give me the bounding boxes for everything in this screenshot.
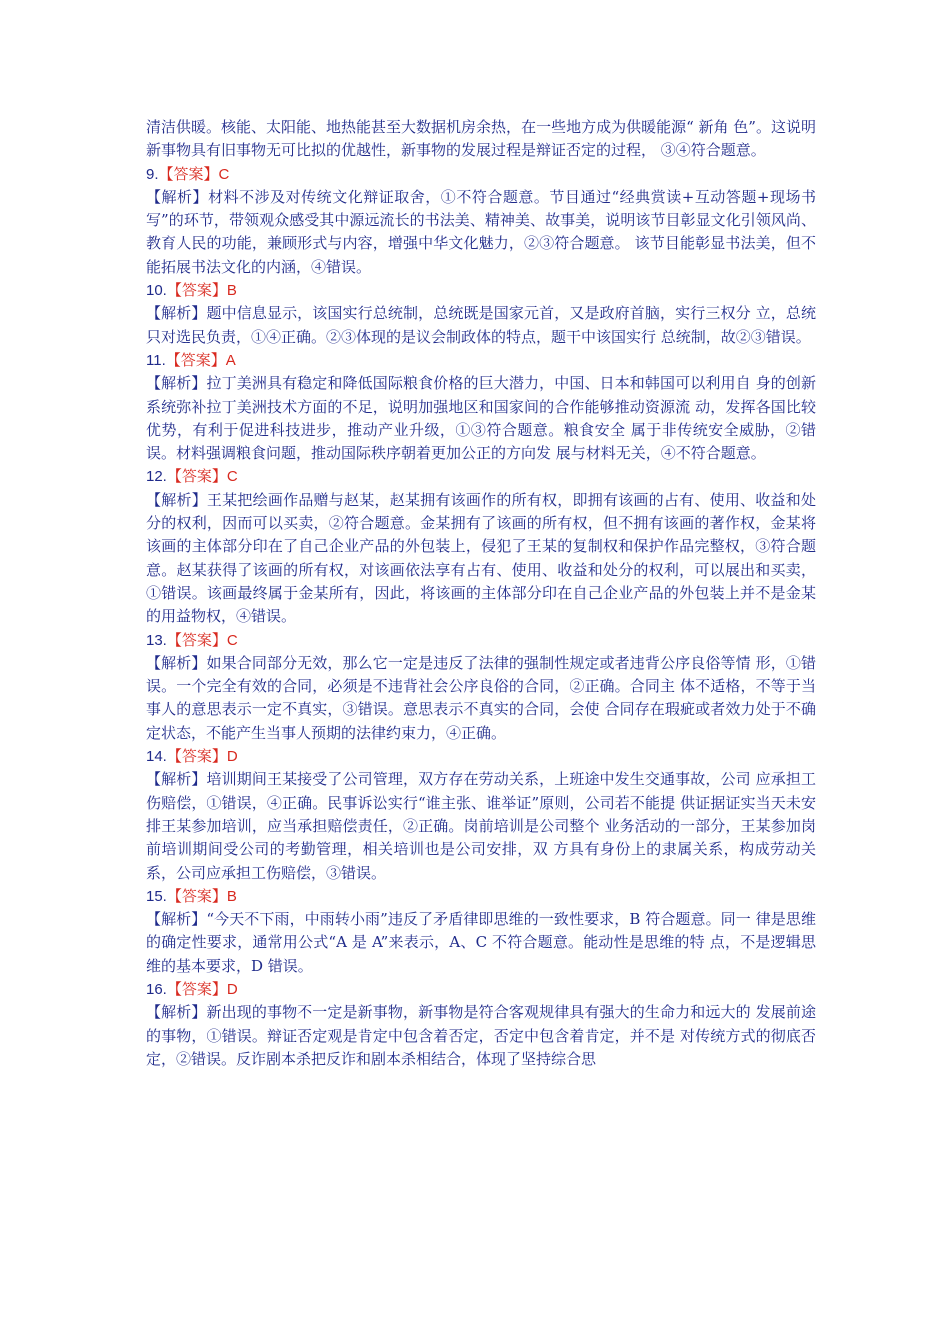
question-number: 16.: [146, 980, 167, 998]
answer-line: [146, 978, 816, 1001]
answer-choice: A: [225, 351, 236, 369]
answer-choice: C: [218, 165, 230, 183]
answer-item: [146, 163, 816, 279]
analysis-paragraph: 【解析】“今天不下雨，中雨转小雨”违反了矛盾律即思维的一致性要求，B 符合题意。同一 律是思维的确定性要求，通常用公式“A 是 A”来表示，A、C 不符合题意。能动性是思维的特 点，不是逻辑思维的基本要求，D 错误。: [146, 910, 816, 975]
answer-choice: D: [226, 748, 238, 766]
answer-choice: C: [226, 631, 238, 649]
answer-item: [146, 978, 816, 1071]
intro-paragraph: 清洁供暖。核能、太阳能、地热能甚至大数据机房余热，在一些地方成为供暖能源“ 新角 色”。这说明新事物具有旧事物无可比拟的优越性，新事物的发展过程是辩证否定的过程， ③④符合题意。: [146, 118, 816, 160]
answer-choice: C: [226, 468, 238, 486]
answer-label: 【答案】: [158, 164, 219, 183]
answer-line: [146, 163, 816, 186]
answer-item: [146, 629, 816, 745]
analysis-paragraph: 【解析】培训期间王某接受了公司管理，双方存在劳动关系，上班途中发生交通事故，公司 应承担工伤赔偿，①错误，④正确。民事诉讼实行“谁主张、谁举证”原则，公司若不能提 供证据证实当天未安排王某参加培训，应当承担赔偿责任，②正确。岗前培训是公司整个 业务活动的一部分，王某参加岗前培训期间受公司的考勤管理，相关培训也是公司安排，双 方具有身份上的隶属关系，构成劳动关系，公司应承担工伤赔偿，③错误。: [146, 770, 816, 882]
answer-label: 【答案】: [166, 281, 227, 300]
answer-items: [146, 163, 816, 1072]
answer-line: [146, 465, 816, 488]
answer-label: 【答案】: [166, 630, 227, 649]
answer-label: 【答案】: [166, 886, 227, 905]
analysis-paragraph: 【解析】如果合同部分无效，那么它一定是违反了法律的强制性规定或者违背公序良俗等情 形，①错误。一个完全有效的合同，必须是不违背社会公序良俗的合同，②正确。合同主 体不适格，不等于当事人的意思表示一定不真实，③错误。意思表示不真实的合同，会使 合同存在瑕疵或者效力处于不确定状态，不能产生当事人预期的法律约束力，④正确。: [146, 653, 816, 742]
question-number: 11.: [146, 351, 166, 369]
answer-item: [146, 465, 816, 628]
analysis-paragraph: 【解析】材料不涉及对传统文化辩证取舍，①不符合题意。节目通过“经典赏读+互动答题+现场书写”的环节，带领观众感受其中源远流长的书法美、精神美、故事美，说明该节目彰显文化引领风尚、教育人民的功能，兼顾形式与内容，增强中华文化魅力，②③符合题意。 该节目能彰显书法美，但不能拓展书法文化的内涵，④错误。: [146, 187, 816, 276]
analysis-paragraph: 【解析】王某把绘画作品赠与赵某，赵某拥有该画作的所有权，即拥有该画的占有、使用、收益和处分的权利，因而可以买卖，②符合题意。金某拥有了该画的所有权，但不拥有该画的著作权，金某将该画的主体部分印在了自己企业产品的外包装上，侵犯了王某的复制权和保护作品完整权，③符合题意。赵某获得了该画的所有权，对该画依法享有占有、使用、收益和处分的权利，可以展出和买卖，①错误。该画最终属于金某所有，因此，将该画的主体部分印在自己企业产品的外包装上并不是金某的用益物权，④错误。: [146, 490, 816, 626]
answer-line: [146, 349, 816, 372]
answer-line: [146, 745, 816, 768]
answer-line: [146, 629, 816, 652]
answer-line: [146, 279, 816, 302]
question-number: 15.: [146, 887, 167, 905]
answer-choice: B: [226, 282, 237, 300]
question-number: 13.: [146, 631, 167, 649]
answer-item: [146, 279, 816, 349]
answer-item: [146, 745, 816, 885]
question-number: 12.: [146, 468, 167, 486]
answer-item: [146, 349, 816, 465]
answer-item: [146, 885, 816, 978]
question-number: 14.: [146, 748, 167, 766]
analysis-paragraph: 【解析】新出现的事物不一定是新事物，新事物是符合客观规律具有强大的生命力和远大的 发展前途的事物，①错误。辩证否定观是肯定中包含着否定，否定中包含着肯定，并不是 对传统方式的彻底否定，②错误。反诈剧本杀把反诈和剧本杀相结合，体现了坚持综合思: [146, 1003, 816, 1068]
answer-label: 【答案】: [166, 467, 227, 486]
question-number: 10.: [146, 282, 167, 300]
answer-key-content: [146, 116, 816, 1071]
answer-label: 【答案】: [166, 979, 227, 998]
question-number: 9.: [146, 165, 159, 183]
answer-line: [146, 885, 816, 908]
analysis-paragraph: 【解析】题中信息显示，该国实行总统制，总统既是国家元首，又是政府首脑，实行三权分 立，总统只对选民负责，①④正确。②③体现的是议会制政体的特点，题干中该国实行 总统制，故②③错误。: [146, 304, 816, 346]
answer-choice: B: [226, 887, 237, 905]
analysis-paragraph: 【解析】拉丁美洲具有稳定和降低国际粮食价格的巨大潜力，中国、日本和韩国可以利用自 身的创新系统弥补拉丁美洲技术方面的不足，说明加强地区和国家间的合作能够推动资源流 动，发挥各国比较优势，有利于促进科技进步，推动产业升级，①③符合题意。粮食安全 属于非传统安全威胁，②错误。材料强调粮食问题，推动国际秩序朝着更加公正的方向发 展与材料无关，④不符合题意。: [146, 374, 816, 463]
answer-label: 【答案】: [165, 350, 226, 369]
answer-choice: D: [226, 980, 238, 998]
answer-label: 【答案】: [166, 747, 227, 766]
